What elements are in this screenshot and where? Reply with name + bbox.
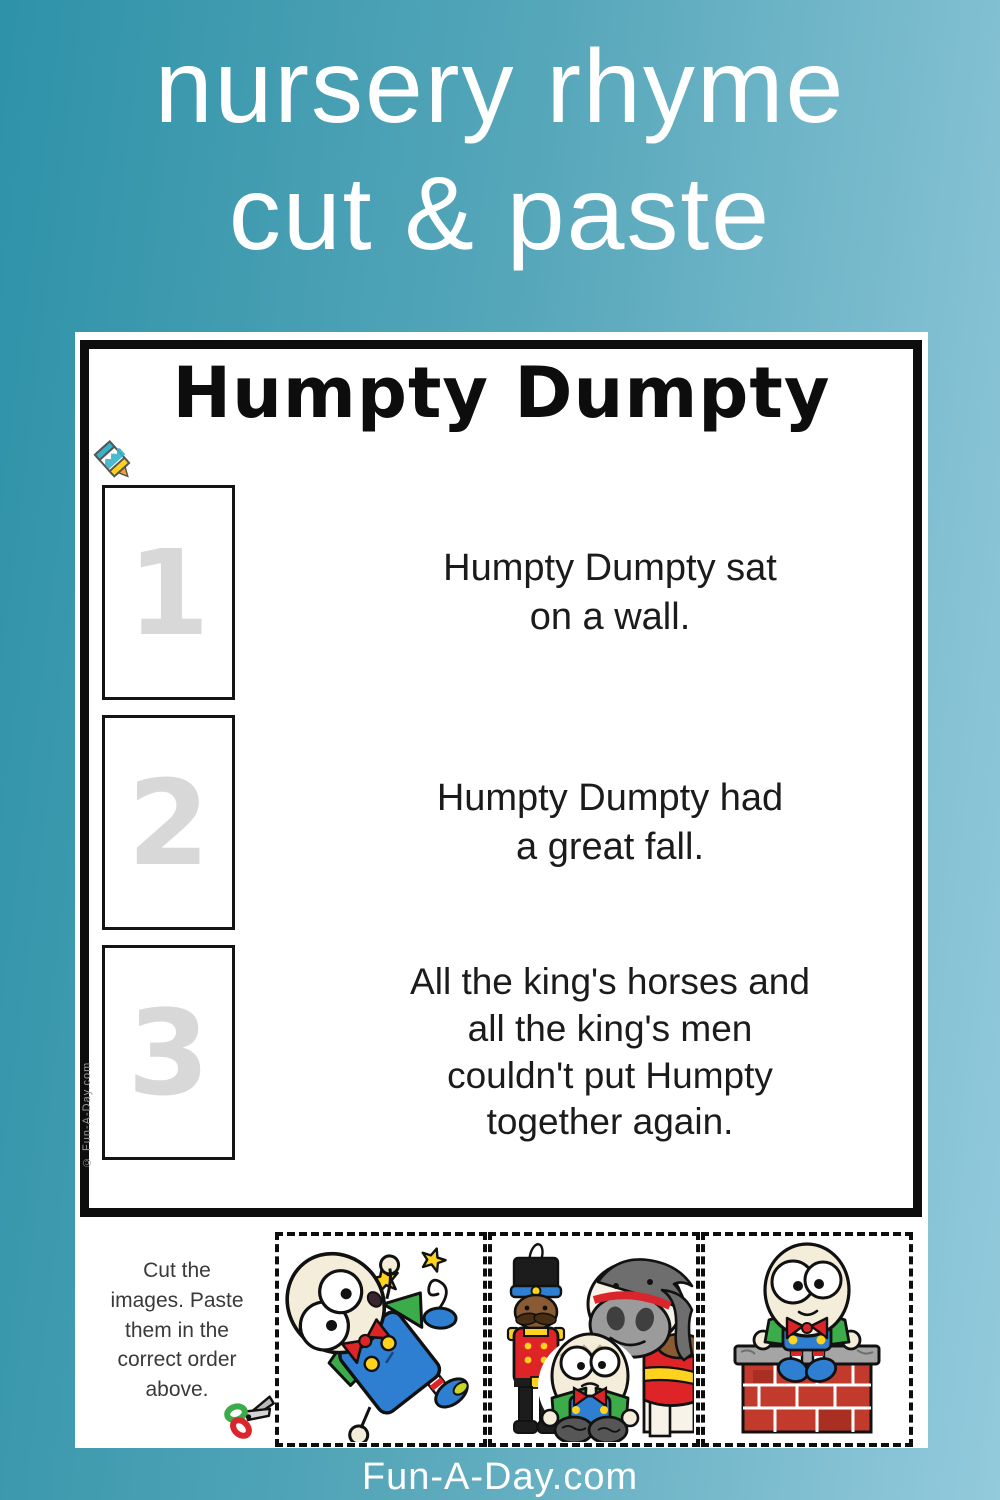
headline (0, 24, 1000, 278)
rhyme-text: couldn't put Humpty (447, 1054, 773, 1096)
worksheet-card (75, 332, 928, 1448)
humpty-falling-illustration (281, 1238, 481, 1442)
footer-site-name: Fun-A-Day.com (361, 1456, 639, 1498)
rhyme-line-3 (310, 945, 910, 1160)
instruction-text: images. Paste (110, 1288, 244, 1312)
instruction-text: Cut the (143, 1259, 211, 1282)
sequence-number-1: 1 (127, 523, 210, 662)
sequence-box-2 (102, 715, 235, 930)
instruction-text: them in the (125, 1318, 229, 1342)
rhyme-line-1 (310, 485, 910, 700)
cutting-instructions (85, 1256, 269, 1405)
rhyme-text: a great fall. (516, 825, 704, 868)
sequence-box-1 (102, 485, 235, 700)
worksheet-title: Humpty Dumpty (172, 352, 831, 434)
cutout-box-2 (488, 1232, 700, 1447)
sequence-number-3: 3 (127, 983, 210, 1122)
sequence-box-3 (102, 945, 235, 1160)
cutout-box-3 (701, 1232, 913, 1447)
headline-line-1: nursery rhyme (154, 29, 846, 145)
instruction-text: above. (145, 1378, 209, 1402)
rhyme-text: all the king's men (467, 1007, 753, 1049)
headline-line-2: cut & paste (228, 155, 772, 272)
glue-bottle-icon (91, 436, 135, 489)
scissors-icon (223, 1388, 275, 1445)
rhyme-text: All the king's horses and (410, 961, 810, 1003)
sequence-number-2: 2 (127, 753, 210, 892)
rhyme-text: together again. (486, 1101, 734, 1143)
rhyme-text: on a wall. (529, 595, 691, 638)
instruction-text: correct order (117, 1348, 237, 1372)
cutout-box-1 (275, 1232, 487, 1447)
rhyme-line-2 (310, 715, 910, 930)
rhyme-text: Humpty Dumpty had (436, 777, 784, 820)
humpty-on-wall-illustration (707, 1238, 907, 1442)
rhyme-text: Humpty Dumpty sat (443, 547, 777, 590)
kings-men-illustration (494, 1238, 694, 1442)
copyright-vertical: © Fun-A-Day.com (81, 1061, 93, 1168)
